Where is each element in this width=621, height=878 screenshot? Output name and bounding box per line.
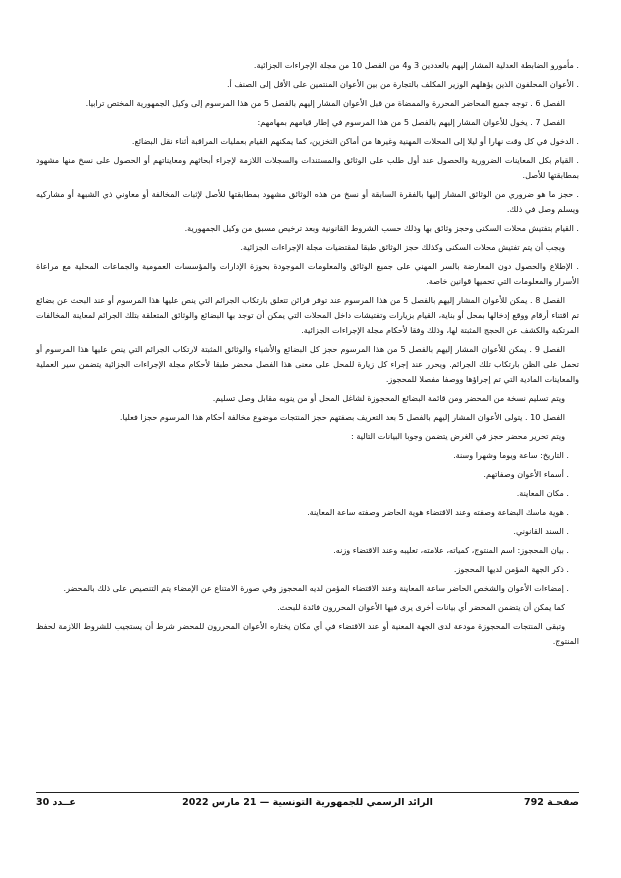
list-item: . مكان المعاينة. — [516, 488, 569, 498]
list-item: . إمضاءات الأعوان والشخص الحاضر ساعة المعاينة وعند الاقتضاء المؤمن لديه المحجوز وفي صورة الامتناع عن الإمضاء يتم التنصيص على ذلك بالمحضر. — [63, 583, 569, 593]
article-9: الفصل 9 . يمكن للأعوان المشار إليهم بالفصل 5 من هذا المرسوم حجز كل البضائع والأشياء والوثائق المثبتة لارتكاب الجرائم التي ينص عليها هذا المرسوم أو تحمل على الظن بارتكاب تلك الجرائم. ويحرر عند إجراء كل زيارة للمحل على معنى هذا الفصل محضر طبقا لأحكام مجلة الإجراءات الجزائية يتضمن سير العملية والمعاينات المادية التي تم إجراؤها ووصفا مفصلا للمحجوز. — [36, 344, 579, 384]
page-footer — [36, 797, 579, 813]
list-item: . هوية ماسك البضاعة وصفته وعند الاقتضاء هوية الحاضر وصفته ساعة المعاينة. — [307, 507, 569, 517]
paragraph: . مأمورو الضابطة العدلية المشار إليهم بالعددين 3 و4 من الفصل 10 من مجلة الإجراءات الجزائية. — [253, 60, 579, 70]
list-item: . التاريخ: ساعة ويوما وشهرا وسنة. — [453, 450, 569, 460]
list-item: . الدخول في كل وقت نهارا أو ليلا إلى المحلات المهنية وغيرها من أماكن التخزين، كما يمكنهم القيام بعمليات المراقبة أثناء نقل البضائع. — [131, 136, 579, 146]
paragraph: وتبقى المنتجات المحجوزة مودعة لدى الجهة المعنية أو عند الاقتضاء في أي مكان يختاره الأعوان المحررون للمحضر شرط أن يستجيب للشروط اللازمة لحفظ المنتوج. — [36, 621, 579, 646]
journal-title: الرائد الرسمي للجمهورية التونسية — 21 مارس 2022 — [182, 797, 433, 808]
article-10: الفصل 10 . يتولى الأعوان المشار إليهم بالفصل 5 بعد التعريف بصفتهم حجز المنتجات موضوع مخالفة أحكام هذا المرسوم حجزا فعليا. — [119, 412, 565, 422]
paragraph: ويتم تحرير محضر حجز في الغرض يتضمن وجوبا البيانات التالية : — [351, 431, 565, 441]
list-item: . الإطلاع والحصول دون المعارضة بالسر المهني على جميع الوثائق والمعلومات الموجودة بحوزة الإدارات والمؤسسات العمومية والجماعات المحلية مع مراعاة الأسرار والمعلومات التي تحميها قوانين خاصة. — [36, 261, 579, 286]
paragraph: ويتم تسليم نسخة من المحضر ومن قائمة البضائع المحجوزة لشاغل المحل أو من ينوبه مقابل وصل تسليم. — [212, 393, 565, 403]
footer-rule — [36, 792, 579, 793]
article-8: الفصل 8 . يمكن للأعوان المشار إليهم بالفصل 5 من هذا المرسوم عند توفر قرائن تتعلق بارتكاب الجرائم التي ينص عليها هذا المرسوم أو عند البحث عن بضائع تم اقتناء أرقام ووقع إدخالها بمحل أو بناية، القيام بزيارات وتفتيشات داخل المحلات التي يمكن أن توجد بها البضائع والوثائق المتعلقة بتلك الجرائم لمعاينة المخالفات المرتكبة والكشف عن الحجج المثبتة لها، وذلك وفقا لأحكام مجلة الإجراءات الجزائية. — [36, 295, 579, 335]
paragraph: ويجب أن يتم تفتيش محلات السكنى وكذلك حجز الوثائق طبقا لمقتضيات مجلة الإجراءات الجزائية. — [240, 242, 565, 252]
paragraph: كما يمكن أن يتضمن المحضر أي بيانات أخرى يرى فيها الأعوان المحررون فائدة للبحث. — [277, 602, 565, 612]
list-item: . ذكر الجهة المؤمن لديها المحجوز. — [453, 564, 569, 574]
list-item: . بيان المحجوز: اسم المنتوج، كمياته، علامته، تعليبه وعند الاقتضاء وزنه. — [333, 545, 569, 555]
page-number: صفحـة 792 — [523, 797, 579, 808]
list-item: . السند القانوني. — [513, 526, 569, 536]
article-6: الفصل 6 . توجه جميع المحاضر المحررة والممضاة من قبل الأعوان المشار إليهم بالفصل 5 من هذا المرسوم إلى وكيل الجمهورية المختص ترابيا. — [85, 98, 565, 108]
list-item: . أسماء الأعوان وصفاتهم. — [483, 469, 569, 479]
article-7: الفصل 7 . يخول للأعوان المشار إليهم بالفصل 5 من هذا المرسوم في إطار قيامهم بمهامهم: — [257, 117, 565, 127]
list-item: . القيام بكل المعاينات الضرورية والحصول عند أول طلب على الوثائق والمستندات والسجلات اللازمة لإجراء أبحاثهم ومعايناتهم أو الحصول على نسخ منها مشهود بمطابقتها للأصل. — [36, 155, 579, 180]
list-item: . حجز ما هو ضروري من الوثائق المشار إليها بالفقرة السابقة أو نسخ من هذه الوثائق مشهود بمطابقتها للأصل لإثبات المخالفة أو معاوني ذي الشبهة أو مشاركيه ويسلم وصل في ذلك. — [36, 189, 579, 214]
paragraph: . الأعوان المحلفون الذين يؤهلهم الوزير المكلف بالتجارة من بين الأعوان المنتمين على الأقل إلى الصنف أ. — [226, 79, 579, 89]
list-item: . القيام بتفتيش محلات السكنى وحجز وثائق بها وذلك حسب الشروط القانونية وبعد ترخيص مسبق من وكيل الجمهورية. — [184, 223, 579, 233]
issue-number: عــدد 30 — [36, 797, 76, 808]
article-body — [36, 58, 579, 649]
